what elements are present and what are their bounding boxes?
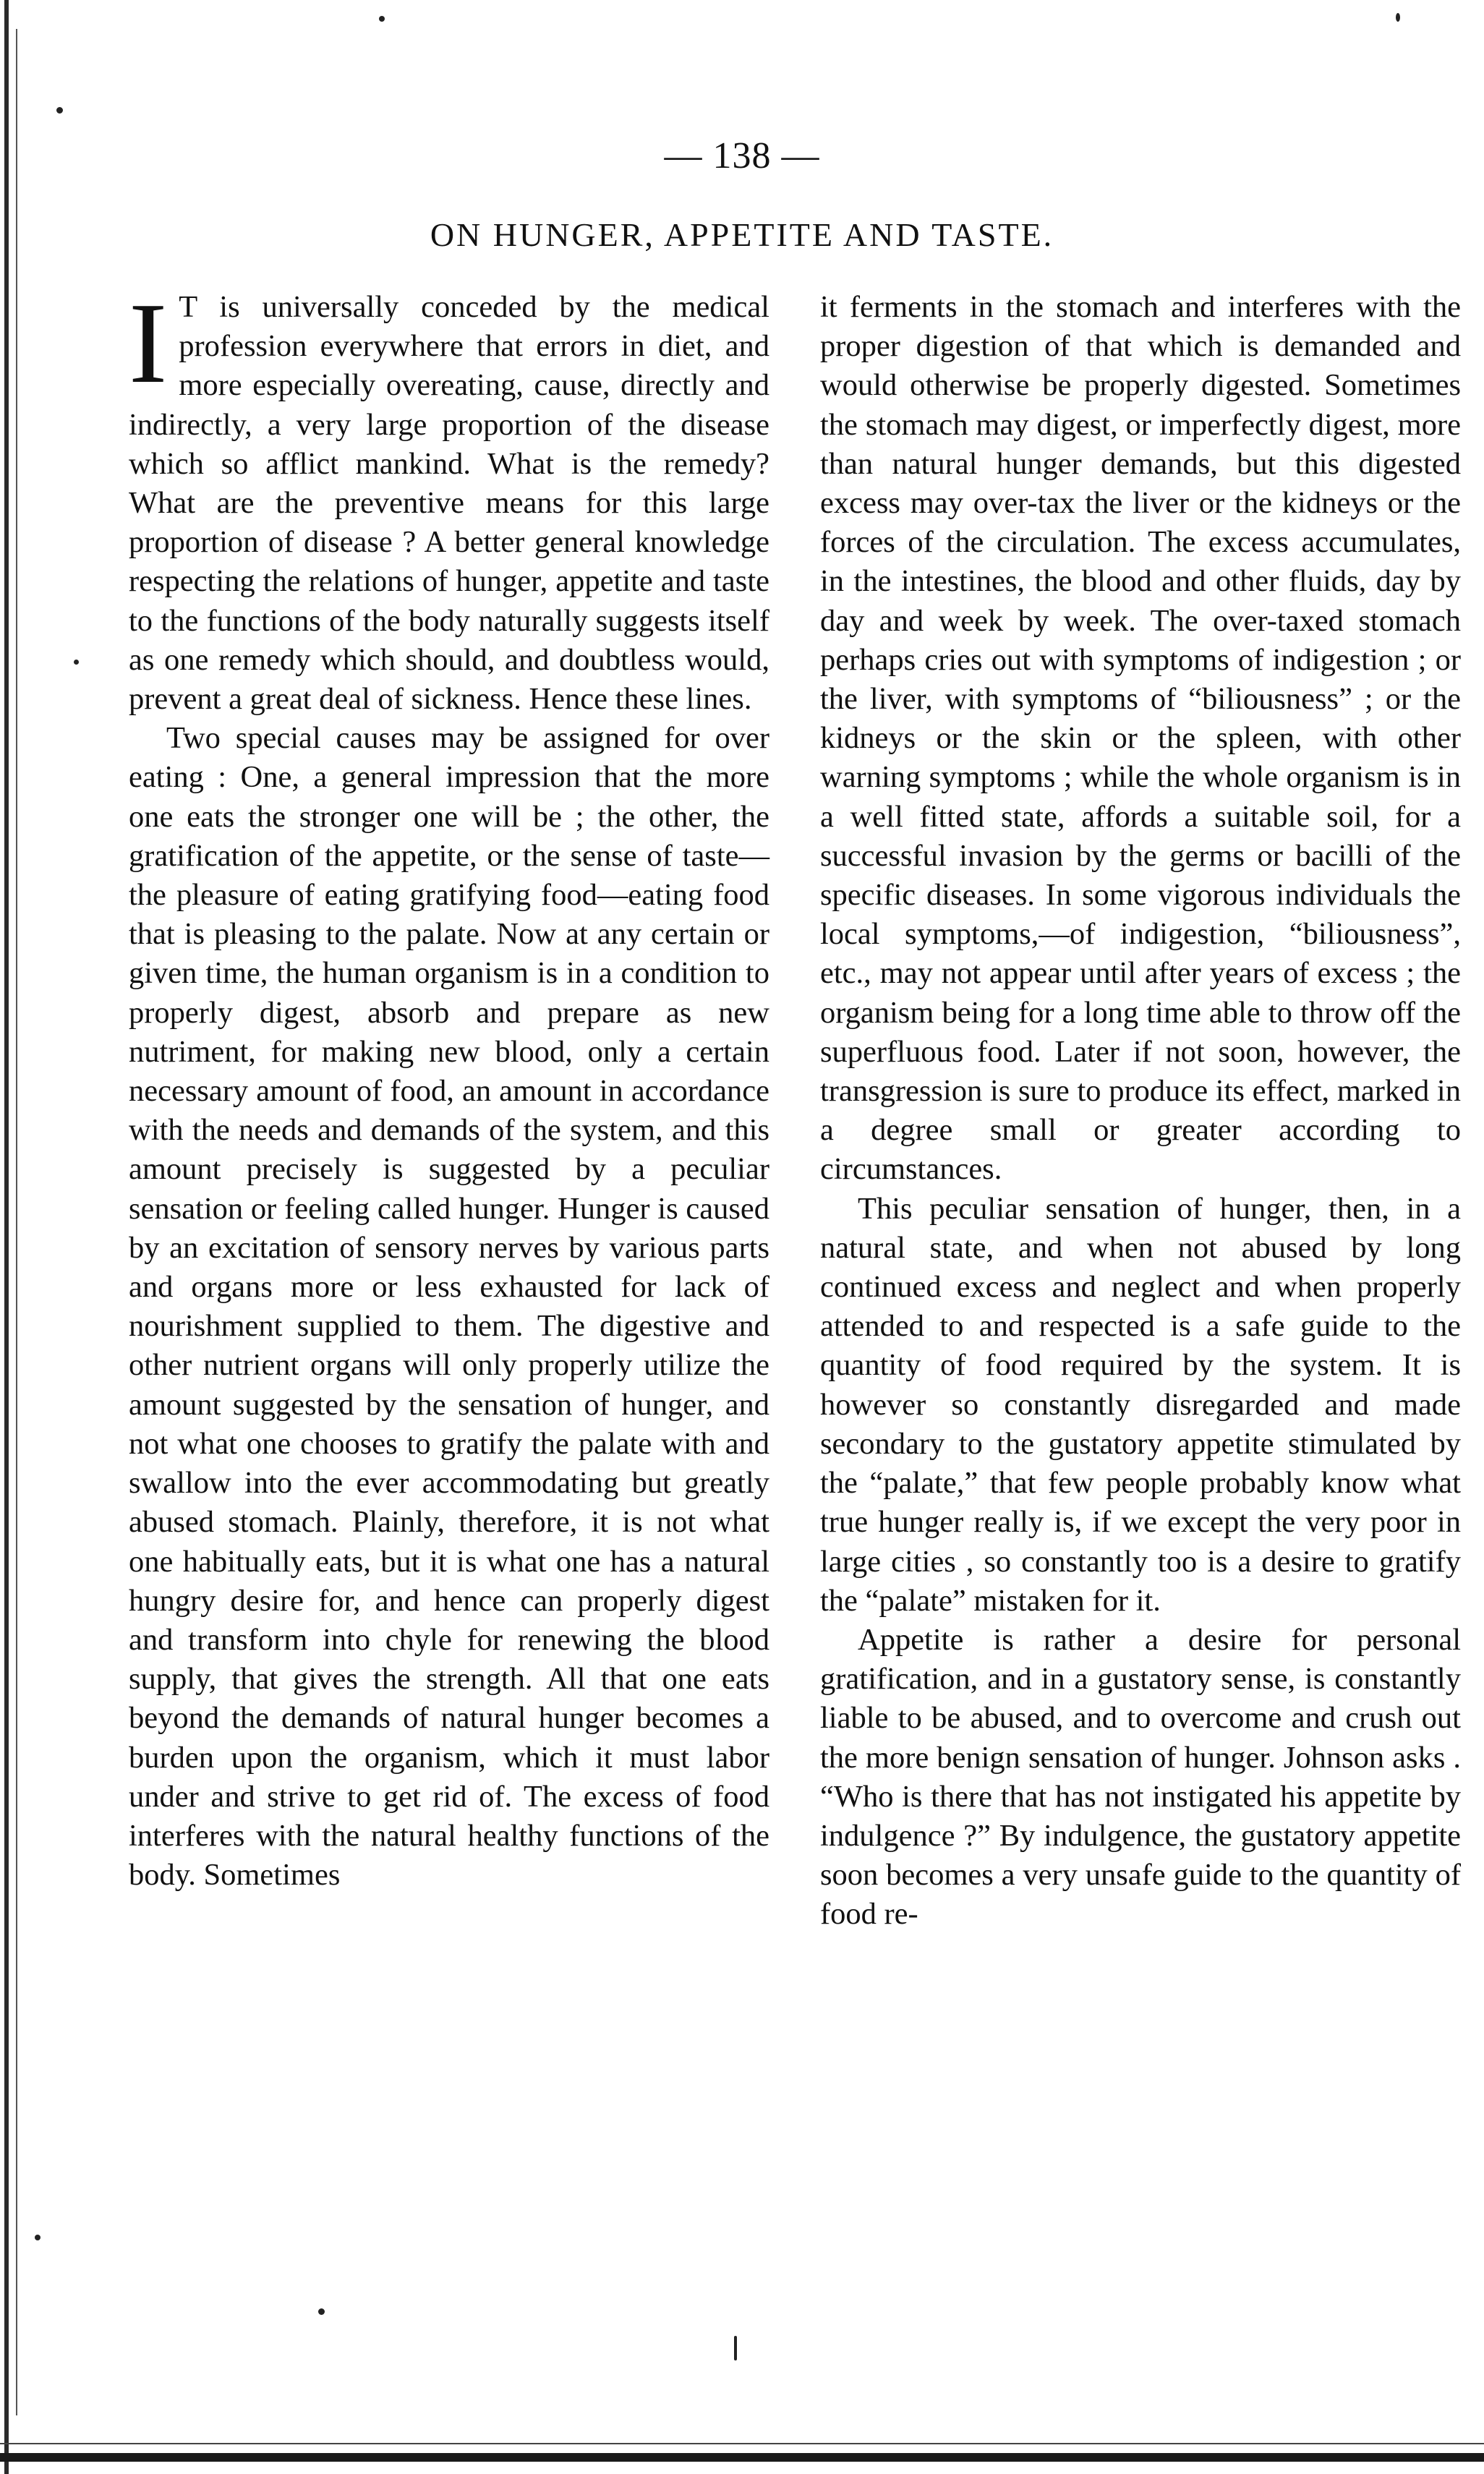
right-column: [820, 288, 1461, 1935]
drop-cap: I: [129, 278, 168, 407]
print-speck: [35, 2235, 40, 2240]
print-speck: [318, 2308, 325, 2315]
left-margin-thin-rule: [16, 29, 17, 2415]
paragraph-causes: Two special causes may be assigned for over eating : One, a general impression that the more one eats the stronger one will be ; the other, the gratification of the appetite, or the sense of taste—the pleasure of eating gratifying food—eating food that is pleasing to the palate. Now at any certain or given time, the human organism is in a condition to properly digest, absorb and prepare as new nutriment, for making new blood, only a certain necessary amount of food, an amount in accordance with the needs and demands of the system, and this amount precisely is suggested by a peculiar sensation or feeling called hunger. Hunger is caused by an excitation of sensory nerves by various parts and organs more or less exhausted for lack of nourishment supplied to them. The digestive and other nutrient organs will only properly utilize the amount suggested by the sensation of hunger, and not what one chooses to gratify the palate with and swallow into the ever accommodating but greatly abused stomach. Plainly, therefore, it is not what one habitually eats, but it is what one has a natural hungry desire for, and hence can properly digest and transform into chyle for renewing the blood supply, that gives the strength. All that one eats beyond the demands of natural hunger becomes a burden upon the organism, which it must labor under and strive to get rid of. The excess of food interferes with the natural healthy functions of the body. Sometimes: [129, 721, 769, 1893]
print-speck: [56, 107, 63, 114]
print-speck: [379, 16, 385, 22]
paragraph-hunger-sensation: This peculiar sensation of hunger, then, in a natural state, and when not abused by long continued excess and neglect and when properly attended to and respected is a safe guide to the quantity of food required by the system. It is however so constantly disregarded and made secondary to the gustatory appetite stimulated by the “palate,” that few people probably know what true hunger really is, if we except the very poor in large cities , so constantly too is a desire to gratify the “palate” mistaken for it.: [820, 1191, 1461, 1618]
paragraph-intro: [129, 278, 769, 719]
paragraph-intro-text: T is universally conceded by the medical profession everywhere that errors in diet, and more especially overeating, cause, directly and indirectly, a very large proportion of the disease which so afflict mankind. What is the remedy? What are the preventive means for this large proportion of disease ? A better general knowledge respecting the relations of hunger, appetite and taste to the functions of the body naturally suggests itself as one remedy which should, and doubtless would, prevent a great deal of sickness. Hence these lines.: [129, 290, 769, 717]
print-speck: [734, 2336, 737, 2360]
left-margin-rule: [4, 0, 9, 2474]
article-title: ON HUNGER, APPETITE AND TASTE.: [430, 216, 1054, 253]
paragraph-continued: it ferments in the stomach and interferes with the proper digestion of that which is demanded and would otherwise be properly digested. Sometimes the stomach may digest, or imperfectly digest, more than natural hunger demands, but this digested excess may over-tax the liver or the kidneys or the forces of the circulation. The excess accumulates, in the intestines, the blood and other fluids, day by day and week by week. The over-taxed stomach perhaps cries out with symptoms of indigestion ; or the liver, with symptoms of “biliousness” ; or the kidneys or the skin or the spleen, with other warning symptoms ; while the whole organism is in a well fitted state, affords a suitable soil, for a successful invasion by the germs or bacilli of the specific diseases. In some vigorous individuals the local symptoms,—of indigestion, “biliousness”, etc., may not appear until after years of excess ; the organism being for a long time able to throw off the superfluous food. Later if not soon, however, the transgression is sure to produce its effect, marked in a degree small or greater according to circumstances.: [820, 290, 1461, 1187]
bottom-margin-rule: [0, 2453, 1484, 2462]
print-speck: [1396, 13, 1400, 22]
paragraph-appetite: Appetite is rather a desire for personal gratification, and in a gustatory sense, is constantly liable to be abused, and to overcome and crush out the more benign sensation of hunger. Johnson asks . “Who is there that has not instigated his appetite by indulgence ?” By indulgence, the gustatory appetite soon becomes a very unsafe guide to the quantity of food re-: [820, 1622, 1461, 1932]
print-speck: [74, 660, 79, 665]
left-column: [129, 278, 769, 1895]
bottom-thin-rule: [0, 2443, 1484, 2444]
page-number: — 138 —: [664, 135, 820, 176]
